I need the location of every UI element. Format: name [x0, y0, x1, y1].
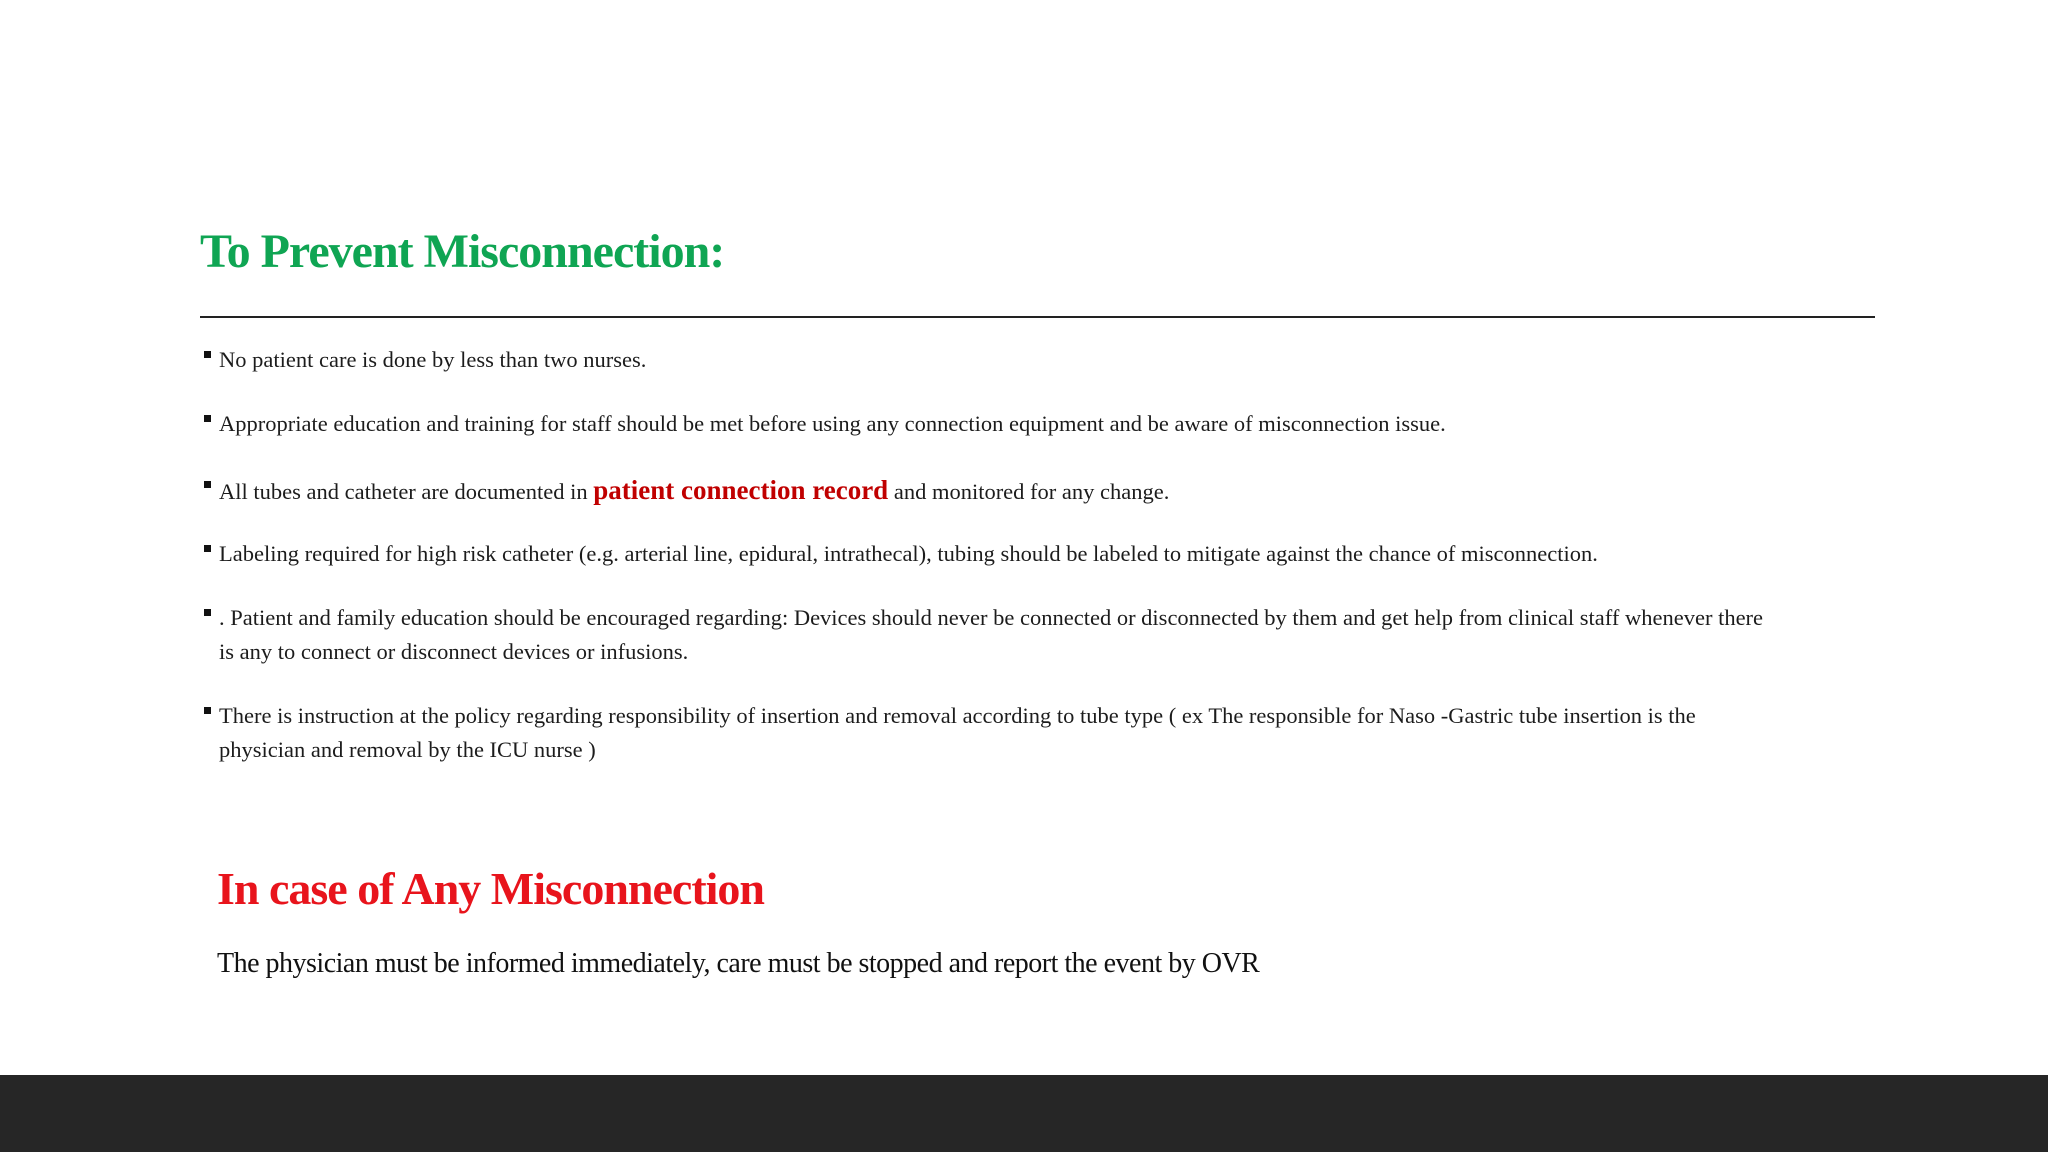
bullet-list — [204, 343, 1764, 797]
bullet-item — [204, 407, 1764, 441]
highlight-text: patient connection record — [593, 475, 889, 505]
slide-title: To Prevent Misconnection: — [200, 225, 725, 278]
bullet-text: Labeling required for high risk catheter (e.g. arterial line, epidural, intrathecal), tubing should be labeled to mitigate against the chance of misconnection. — [219, 541, 1598, 566]
bullet-item — [204, 601, 1764, 669]
section-heading: In case of Any Misconnection — [217, 863, 764, 914]
bullet-square-icon — [204, 545, 211, 552]
bullet-item — [204, 699, 1764, 767]
bullet-square-icon — [204, 415, 211, 422]
bullet-text: Appropriate education and training for staff should be met before using any connection equipment and be aware of misconnection issue. — [219, 411, 1446, 436]
footer-bar — [0, 1075, 2048, 1152]
bullet-item — [204, 473, 1764, 509]
bullet-text: No patient care is done by less than two nurses. — [219, 347, 647, 372]
bullet-text: . Patient and family education should be encouraged regarding: Devices should never be connected or disconnected by them and get help from clinical staff whenever there is any to connect or disconnect devices or infusions. — [219, 605, 1764, 664]
title-divider — [200, 316, 1875, 318]
bullet-square-icon — [204, 481, 211, 488]
bullet-square-icon — [204, 707, 211, 714]
bullet-text-before: All tubes and catheter are documented in — [219, 479, 594, 504]
bullet-item — [204, 343, 1764, 377]
bullet-text: There is instruction at the policy regarding responsibility of insertion and removal according to tube type ( ex The responsible for Naso -Gastric tube insertion is the physician and removal by the ICU nurse ) — [219, 703, 1696, 762]
bullet-text-after: and monitored for any change. — [888, 479, 1170, 504]
bullet-square-icon — [204, 609, 211, 616]
bullet-square-icon — [204, 351, 211, 358]
bullet-item — [204, 537, 1764, 571]
conclusion-text: The physician must be informed immediately, care must be stopped and report the event by OVR — [217, 948, 1260, 979]
